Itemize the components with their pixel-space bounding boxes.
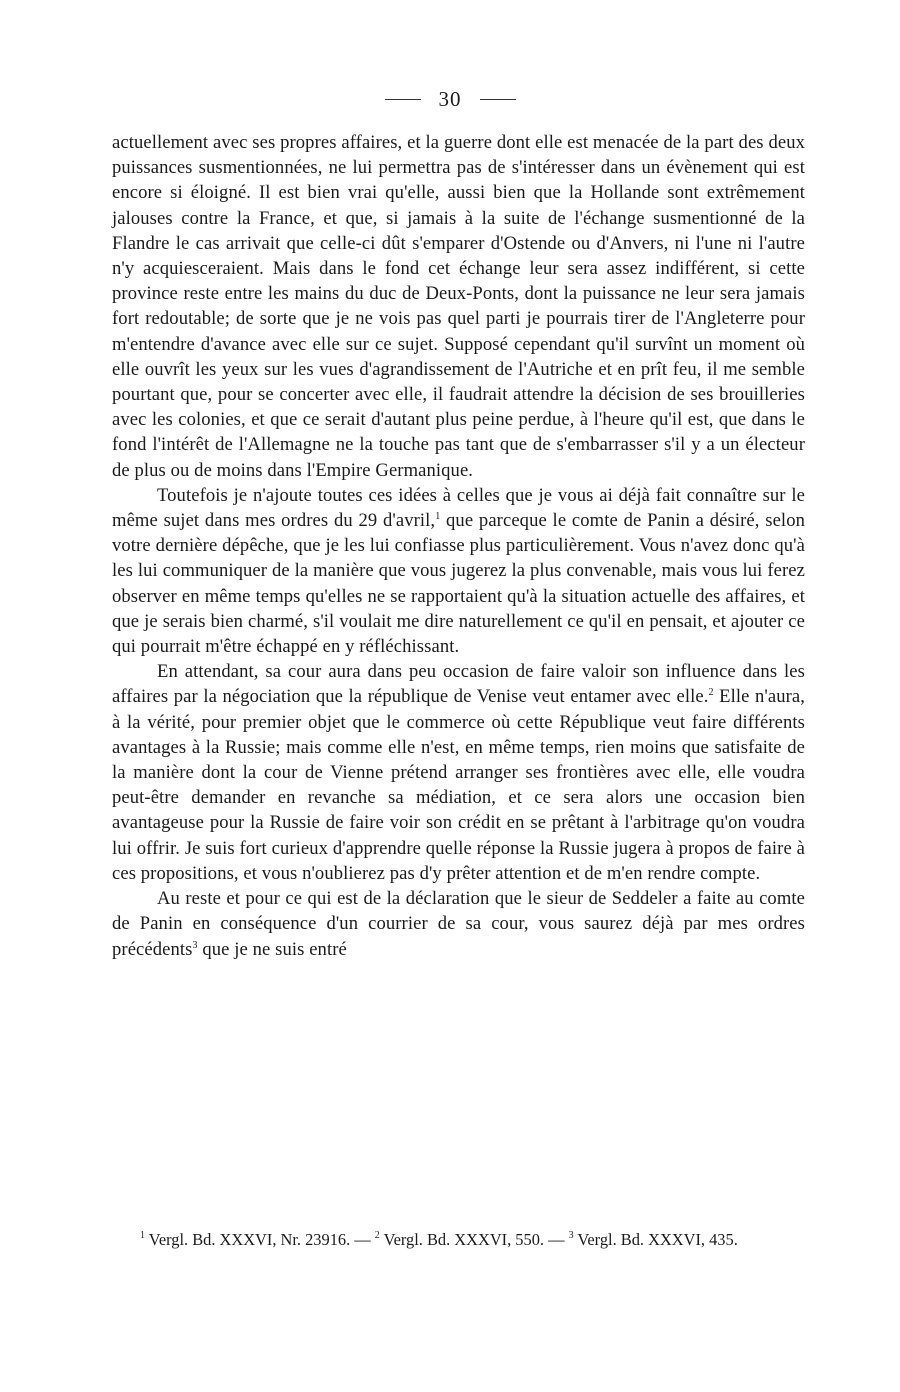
footnote-text-3: Vergl. Bd. XXXVI, 435. [573, 1230, 738, 1249]
paragraph-4-text-before: Au reste et pour ce qui est de la déclaration que le sieur de Seddeler a faite au comte de Panin en conséquence d'un courrier de sa cour, vous saurez déjà par mes ordres précédents [112, 888, 805, 960]
footnote-line [104, 1229, 806, 1251]
paragraph-1 [112, 130, 805, 483]
footnotes [104, 1229, 806, 1251]
header-dash-right [480, 99, 516, 100]
paragraph-2-text-after: que parceque le comte de Panin a désiré, selon votre dernière dépêche, que je les lui confiasse plus particulièrement. Vous n'avez donc qu'à les lui communiquer de la manière que vous jugerez la plus convenable, mais vous lui ferez observer en même temps qu'elles ne se rapportaient qu'à la situation actuelle des affaires, et que je serais bien charmé, s'il voulait me dire naturellement ce qu'il en pensait, et ajouter ce qui pourrait m'être échappé en y réfléchissant. [112, 510, 805, 658]
paragraph-2-text-before: Toutefois je n'ajoute toutes ces idées à celles que je vous ai déjà fait connaître sur le même sujet dans mes ordres du 29 d'avril, [112, 484, 805, 532]
page-number: 30 [438, 86, 462, 111]
paragraph-3-text-before: En attendant, sa cour aura dans peu occasion de faire valoir son influence dans les affaires par la négociation que la république de Venise veut entamer avec elle. [112, 661, 805, 708]
paragraph-3-text-after: Elle n'aura, à la vérité, pour premier objet que le commerce où cette République veut faire différents avantages à la Russie; mais comme elle n'est, en même temps, rien moins que satisfaite de la manière dont la cour de Vienne prétend arranger ses frontières avec elle, elle voudra peut-être demander en revanche sa médiation, et ce sera alors une occasion bien avantageuse pour la Russie de faire voir son crédit en se prêtant à l'arbitrage qu'on voudra lui offrir. Je suis fort curieux d'apprendre quelle réponse la Russie jugera à propos de faire à ces propositions, et vous n'oublierez pas d'y prêter attention et de m'en rendre compte. [112, 686, 805, 884]
paragraph-2 [112, 483, 805, 659]
footnote-number-2: 2 [374, 1230, 380, 1241]
paragraph-4 [112, 886, 805, 962]
footnote-text-1: Vergl. Bd. XXXVI, Nr. 23916. — [145, 1230, 375, 1249]
footnote-ref-2: 2 [708, 687, 714, 699]
paragraph-1-text: actuellement avec ses propres affaires, et la guerre dont elle est menacée de la part des deux puissances susmentionnées, ne lui permettra pas de s'intéresser dans un évènement qui est encore si éloigné. Il est bien vrai qu'elle, aussi bien que la Hollande sont extrêmement jalouses contre la France, et que, si jamais à la suite de l'échange susmentionné de la Flandre le cas arrivait que celle-ci dût s'emparer d'Ostende ou d'Anvers, ni l'une ni l'autre n'y acquiesceraient. Mais dans le fond cet échange leur sera assez indifférent, si cette province reste entre les mains du duc de Deux-Ponts, dont la puissance ne leur sera jamais fort redoutable; de sorte que je ne vois pas quel parti je pourrais tirer de l'Angleterre pour m'entendre d'avance avec elle sur ce sujet. Supposé cependant qu'il survînt un moment où elle ouvrît les yeux sur les vues d'agrandissement de l'Autriche et en prît feu, il me semble pourtant que, pour se concerter avec elle, il faudrait attendre la décision de ses brouilleries avec les colonies, et que ce serait d'autant plus peine perdue, à l'heure qu'il est, que dans le fond l'intérêt de l'Allemagne ne la touche pas tant que de s'embarrasser s'il y a un électeur de plus ou de moins dans l'Empire Germanique. [112, 132, 805, 481]
header-dash-left [385, 99, 421, 100]
page-header [0, 84, 900, 114]
footnote-number-1: 1 [140, 1230, 145, 1241]
footnote-ref-3: 3 [192, 939, 198, 951]
footnote-ref-1: 1 [435, 511, 441, 523]
footnote-text-2: Vergl. Bd. XXXVI, 550. — [379, 1230, 569, 1249]
footnote-number-3: 3 [568, 1230, 574, 1241]
paragraph-3 [112, 659, 805, 886]
body-text [112, 130, 805, 962]
paragraph-4-text-after: que je ne suis entré [197, 938, 347, 960]
